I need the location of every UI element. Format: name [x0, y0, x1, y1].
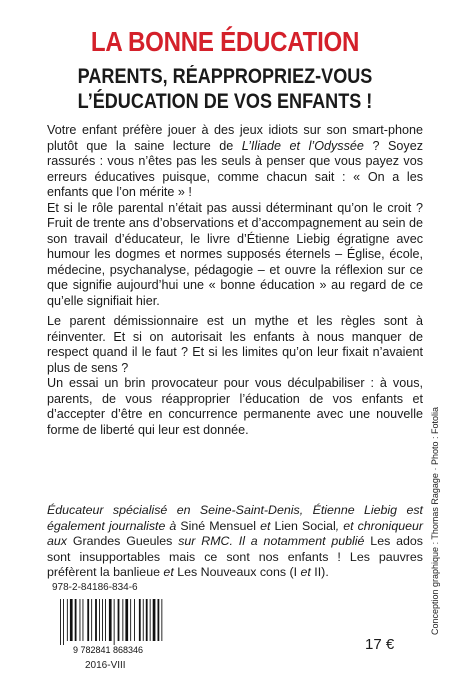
barcode-bar: [153, 599, 156, 641]
barcode-bar: [60, 599, 61, 645]
barcode-bar: [122, 599, 123, 641]
barcode-bar: [118, 599, 120, 641]
barcode-bar: [161, 599, 162, 641]
barcode-digits: 9 782841 868346: [72, 645, 144, 655]
price: 17 €: [365, 636, 395, 653]
barcode-bar: [70, 599, 73, 641]
bio-span: Siné Mensuel: [180, 518, 257, 533]
bio-span: et: [300, 565, 311, 579]
bio-span: II).: [310, 565, 329, 579]
barcode-bar: [87, 599, 89, 641]
bio-span: Éducateur spécialisé en Seine-Saint-Denis, Étienne Liebig est également journaliste à: [47, 503, 423, 533]
barcode-bar: [63, 599, 64, 645]
blurb-paragraph-4: Un essai un brin provocateur pour vous déculpabiliser : à vous, parents, de vous réapproprier l’éducation de vos enfants et d’accepter d’être en concurrence permanente avec une nouvelle forme de liberté qui leur est donnée.: [47, 376, 423, 437]
barcode-bar: [125, 599, 128, 641]
bio-span: Lien Social: [274, 518, 336, 533]
bio-span: Grandes Gueules: [72, 534, 173, 548]
edition-code: 2016-VIII: [85, 660, 126, 671]
barcode-bar: [102, 599, 103, 641]
barcode-bar: [91, 599, 92, 641]
blurb-paragraph-1: [47, 123, 423, 201]
isbn-number: 978-2-84186-834-6: [52, 582, 138, 593]
design-photo-credit: Conception graphique : Thomas Ragage · Photo : Fotolia: [430, 407, 440, 635]
bio-span: Les ados sont insupportables mais ce sont nos enfants !: [47, 534, 423, 564]
barcode: [52, 597, 164, 655]
credits-vertical: [428, 395, 442, 635]
barcode-bar: [158, 599, 160, 641]
barcode-bar: [83, 599, 84, 641]
blurb-text-span: Votre enfant préfère jouer à des jeux idiots sur son smart-phone plutôt que la saine lecture de: [47, 123, 423, 153]
barcode-bar: [95, 599, 97, 641]
book-title: LA BONNE ÉDUCATION: [90, 26, 360, 57]
barcode-bar: [146, 599, 148, 641]
barcode-bar: [99, 599, 100, 641]
bio-span: , et chroniqueur aux: [47, 518, 424, 548]
bio-span: (I: [286, 565, 301, 579]
blurb-paragraph-3: Le parent démissionnaire est un mythe et les règles sont à réinventer. Et si on autorisait les enfants à nous manquer de respect quand il le faut ? Et si les limites qu’on leur fixait n’avaient plus de sens ?: [47, 314, 423, 375]
barcode-bar: [139, 599, 141, 641]
barcode-bar: [150, 599, 151, 641]
bio-span: et: [159, 565, 178, 579]
author-bio-paragraph: [47, 503, 423, 581]
barcode-bar: [114, 599, 115, 645]
bio-span: Les pauvres préfèrent la banlieue: [47, 549, 423, 579]
barcode-bar: [109, 599, 112, 641]
bio-span: sur RMC. Il a notamment publié: [172, 534, 371, 548]
barcode-bar: [134, 599, 135, 641]
barcode-bar: [67, 599, 68, 641]
bio-span: [341, 550, 350, 564]
barcode-bar: [105, 599, 106, 641]
bio-span: Les Nouveaux cons: [177, 565, 287, 579]
barcode-bar: [130, 599, 131, 641]
book-subtitle: [32, 64, 419, 114]
blurb-text: [47, 123, 423, 438]
barcode-bar: [143, 599, 144, 641]
subtitle-line-1: PARENTS, RÉAPPROPRIEZ-VOUS: [77, 65, 373, 88]
bio-span: et: [256, 518, 275, 533]
iliad-title: L’Iliade et l’Odyssée: [241, 138, 364, 153]
barcode-bar: [75, 599, 77, 641]
author-bio: [47, 503, 423, 581]
barcode-bar: [80, 599, 81, 641]
subtitle-line-2: L’ÉDUCATION DE VOS ENFANTS !: [77, 90, 373, 113]
blurb-paragraph-2: Et si le rôle parental n’était pas aussi déterminant qu’on le croit ? Fruit de trente ans d’observations et d’accompagnement au sein de son travail d’éducateur, le livre d’Étienne Liebig égratigne avec humour les dogmes et normes supposés éternels – Église, école, médecine, psychanalyse, pédagogie – et ouvre la réflexion sur ce que signifie aujourd’hui une « bonne éducation » au regard de ce qu’elle signifiait hier.: [47, 200, 423, 308]
blurb-text-span: ? Soyez rassurés : vous n’êtes pas les seuls à penser que vous payez vos erreurs éducatives puisque, comme chacun sait : « On a les enfants que l’on mérite » !: [47, 138, 423, 199]
